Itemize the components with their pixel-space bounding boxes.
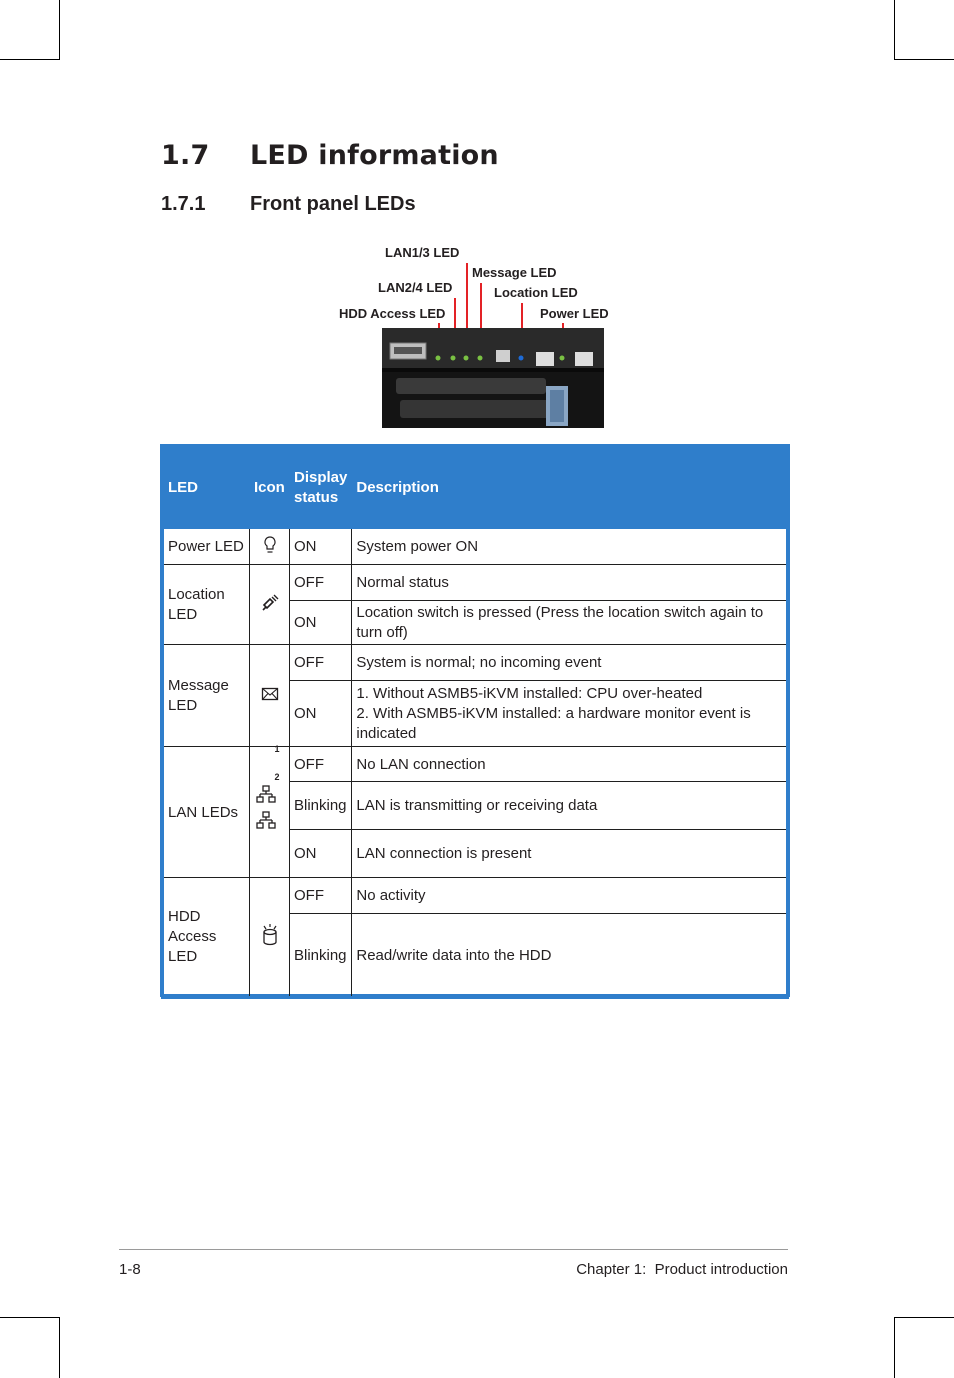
table-row bbox=[163, 747, 788, 782]
status: ON bbox=[290, 529, 352, 565]
lan-index: 1 bbox=[274, 744, 280, 754]
envelope-icon bbox=[250, 645, 290, 747]
callout-power: Power LED bbox=[540, 306, 609, 321]
hdd-icon bbox=[250, 878, 290, 998]
header-icon: Icon bbox=[250, 447, 290, 529]
description: Location switch is pressed (Press the location switch again to turn off) bbox=[352, 601, 788, 645]
table-row bbox=[163, 529, 788, 565]
crop-mark bbox=[59, 1317, 60, 1378]
description: No activity bbox=[352, 878, 788, 914]
table-row bbox=[163, 565, 788, 601]
status: OFF bbox=[290, 878, 352, 914]
power-bulb-icon bbox=[250, 529, 290, 565]
status: ON bbox=[290, 601, 352, 645]
description: Normal status bbox=[352, 565, 788, 601]
callout-lan13: LAN1/3 LED bbox=[385, 245, 460, 260]
crop-mark bbox=[894, 0, 895, 60]
status: Blinking bbox=[290, 914, 352, 998]
footer-rule bbox=[119, 1249, 788, 1250]
led-table bbox=[161, 445, 789, 999]
led-name: HDD Access LED bbox=[163, 878, 250, 998]
callout-message: Message LED bbox=[472, 265, 557, 280]
page-number: 1-8 bbox=[119, 1261, 141, 1278]
network-icon bbox=[250, 744, 290, 878]
section-title: LED information bbox=[250, 140, 499, 171]
location-icon bbox=[250, 565, 290, 645]
status: ON bbox=[290, 830, 352, 878]
section-number: 1.7 bbox=[161, 140, 210, 171]
subsection-number: 1.7.1 bbox=[161, 193, 206, 215]
description: LAN connection is present bbox=[352, 830, 788, 878]
status: OFF bbox=[290, 645, 352, 681]
status: Blinking bbox=[290, 782, 352, 830]
front-panel-drawing bbox=[382, 328, 604, 428]
status: OFF bbox=[290, 747, 352, 782]
led-name: LAN LEDs bbox=[163, 747, 250, 878]
description-line: 1. Without ASMB5-iKVM installed: CPU over-heated bbox=[356, 684, 703, 702]
header-description: Description bbox=[352, 447, 788, 529]
status: ON bbox=[290, 681, 352, 747]
crop-mark bbox=[894, 1317, 895, 1378]
led-name: Location LED bbox=[163, 565, 250, 645]
crop-mark bbox=[0, 1317, 60, 1318]
description: Read/write data into the HDD bbox=[352, 914, 788, 998]
table-header-row bbox=[163, 447, 788, 529]
crop-mark bbox=[894, 1317, 954, 1318]
crop-mark bbox=[894, 59, 954, 60]
description: System is normal; no incoming event bbox=[352, 645, 788, 681]
description: No LAN connection bbox=[352, 747, 788, 782]
crop-mark bbox=[59, 0, 60, 60]
subsection-title: Front panel LEDs bbox=[250, 193, 416, 215]
crop-mark bbox=[0, 59, 60, 60]
callout-lan24: LAN2/4 LED bbox=[378, 280, 453, 295]
callout-hdd: HDD Access LED bbox=[339, 306, 446, 321]
header-led: LED bbox=[163, 447, 250, 529]
lan-index: 2 bbox=[274, 772, 280, 782]
front-panel-image bbox=[382, 328, 604, 428]
description-line: 2. With ASMB5-iKVM installed: a hardware monitor event is indicated bbox=[356, 704, 751, 742]
led-name: Message LED bbox=[163, 645, 250, 747]
description: System power ON bbox=[352, 529, 788, 565]
description: LAN is transmitting or receiving data bbox=[352, 782, 788, 830]
section-heading bbox=[161, 140, 499, 171]
table-row bbox=[163, 878, 788, 914]
description bbox=[352, 681, 788, 747]
chapter-title: Chapter 1: Product introduction bbox=[576, 1261, 788, 1278]
subsection-heading bbox=[161, 193, 416, 216]
status: OFF bbox=[290, 565, 352, 601]
callout-location: Location LED bbox=[494, 285, 578, 300]
led-name: Power LED bbox=[163, 529, 250, 565]
table-row bbox=[163, 645, 788, 681]
header-display-status: Display status bbox=[290, 447, 352, 529]
